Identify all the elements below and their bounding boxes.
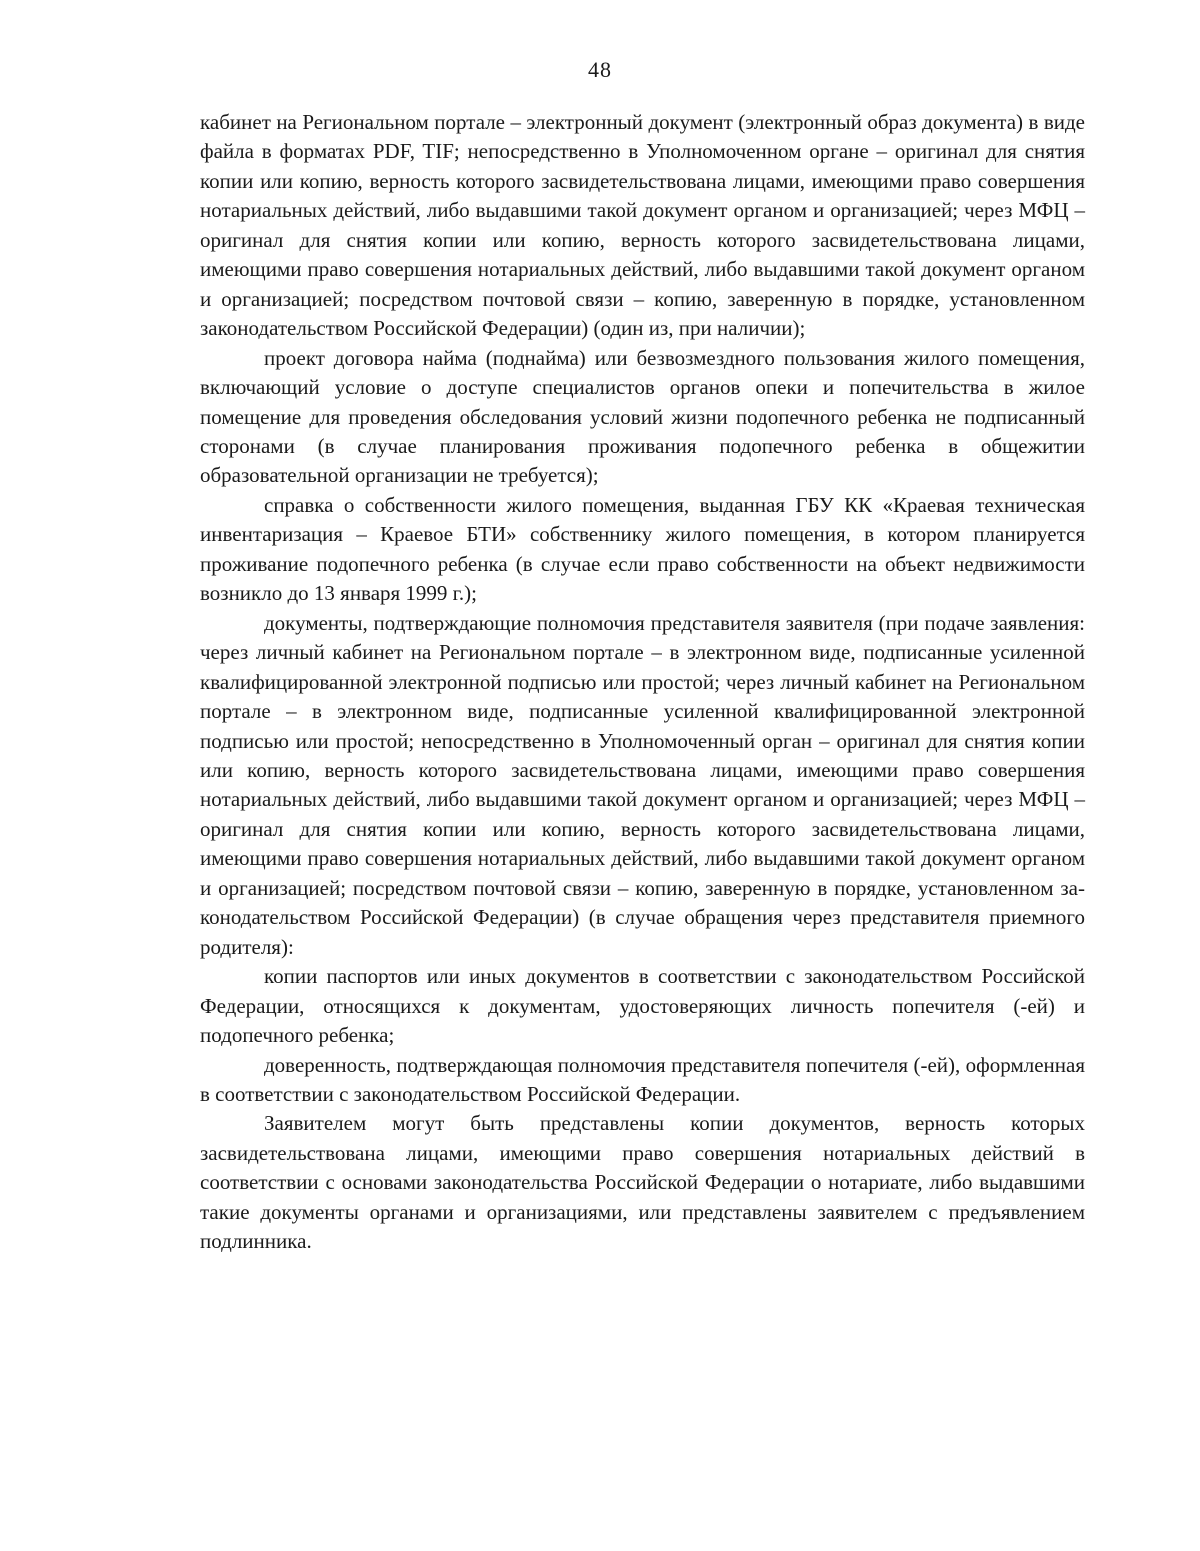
- paragraph-certified-copies: Заявителем могут быть представлены копии документов, верность которых засвидетельствована лицами, имеющими право совершения нотариальных действий в соответствии с основами законодательства Российской Федерации о нотариате, либо выдавшими такие документы органами и организациями, или представлены заявителем с предъявлением подлинника.: [200, 1111, 1085, 1254]
- paragraph-representative-documents: документы, подтверждающие полномочия представителя заявителя (при подаче заявления: через личный кабинет на Региональном портале – в электронном виде, подписанные усиленной квалифицированной электронной подписью или простой; через личный кабинет на Региональном портале – в электронном виде, подписанные усиленной квалифицированной электронной подписью или простой; непосредственно в Уполномоченный орган – оригинал для снятия копии или копию, верность которого засвидетельствована лицами, имеющими право совершения нотариальных действий, либо выдавшими такой документ органом и организацией; через МФЦ – оригинал для снятия копии или копию, верность которого засвидетельствована лицами, имеющими право совершения нотариальных действий, либо выдавшими такой документ органом и организацией; посредством почтовой связи – копию, заверенную в порядке, установленном законодательством Российской Федерации) (в случае обращения через представителя приемного родителя):: [200, 610, 1085, 959]
- page-number: 48: [588, 57, 612, 82]
- paragraph-passport-copies: копии паспортов или иных документов в соответствии с законодательством Российской Федерации, относящихся к документам, удостоверяющих личность попечителя (-ей) и подопечного ребенка;: [200, 964, 1085, 1048]
- paragraph-ownership-certificate: справка о собственности жилого помещения, выданная ГБУ КК «Краевая техническая инвентаризация – Краевое БТИ» собственнику жилого помещения, в котором планируется проживание подопечного ребенка (в случае если право собственности на объект недвижимости возникло до 13 января 1999 г.);: [200, 492, 1085, 606]
- paragraph-continuation: кабинет на Региональном портале – электронный документ (электронный образ документа) в виде файла в форматах PDF, TIF; непосредственно в Уполномоченном органе – оригинал для снятия копии или копию, верность которого засвидетельствована лицами, имеющими право совершения нотариальных действий, либо выдавшими такой документ органом и организацией; через МФЦ – оригинал для снятия копии или копию, верность которого засвидетельствована лицами, имеющими право совершения нотариальных действий, либо выдавшими такой документ органом и организацией; посредством почтовой связи – копию, заверенную в порядке, установленном законодательством Российской Федерации) (один из, при наличии);: [200, 110, 1085, 341]
- document-body: [200, 108, 1085, 1257]
- paragraph-lease-draft: проект договора найма (поднайма) или безвозмездного пользования жилого помещения, включающий условие о доступе специалистов органов опеки и попечительства в жилое помещение для проведения обследования условий жизни подопечного ребенка не подписанный сторонами (в случае планирования проживания подопечного ребенка в общежитии образовательной организации не требуется);: [200, 345, 1085, 488]
- paragraph-power-of-attorney: доверенность, подтверждающая полномочия представителя попечителя (-ей), оформленная в соответствии с законодательством Российской Федерации.: [200, 1052, 1085, 1106]
